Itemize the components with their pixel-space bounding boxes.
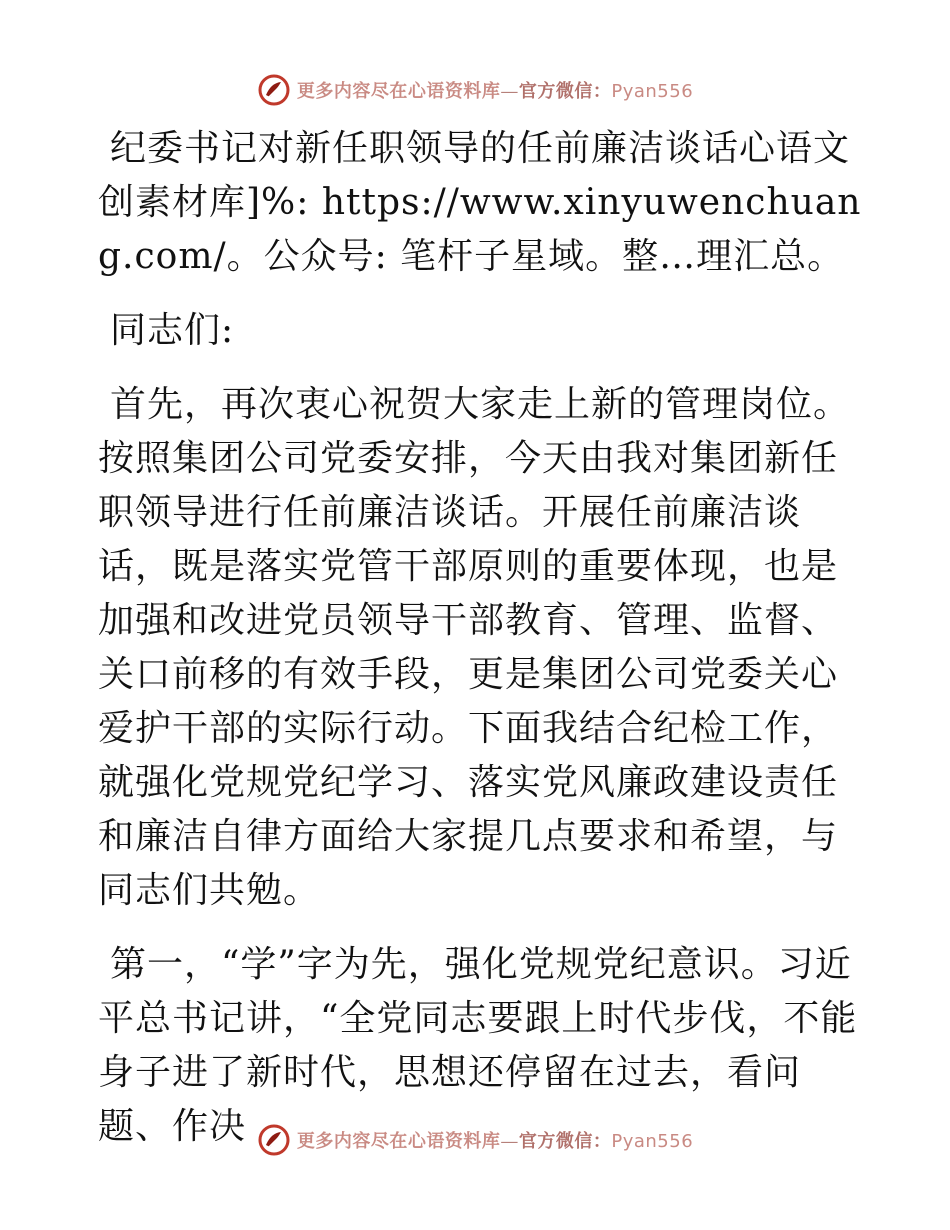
paragraph-intro — [98, 378, 868, 918]
watermark-wechat-code: Pyan556 — [611, 81, 694, 102]
watermark-brand: 更多内容尽在心语资料库 — [296, 81, 501, 102]
watermark-separator: — — [500, 1131, 519, 1152]
watermark-wechat-code: Pyan556 — [611, 1131, 694, 1152]
document-body — [98, 122, 868, 1174]
paragraph-text: 第一，“学”字为先，强化党规党纪意识。习近平总书记讲，“全党同志要跟上时代步伐，不能身子进了新时代，思想还停留在过去，看问题、作决 — [98, 944, 858, 1147]
paragraph-text: 首先，再次衷心祝贺大家走上新的管理岗位。按照集团公司党委安排，今天由我对集团新任职领导进行任前廉洁谈话。开展任前廉洁谈话，既是落实党管干部原则的重要体现，也是加强和改进党员领导干部教育、管理、监督、关口前移的有效手段，更是集团公司党委关心爱护干部的实际行动。下面我结合纪检工作，就强化党规党纪学习、落实党风廉政建设责任和廉洁自律方面给大家提几点要求和希望，与同志们共勉。 — [98, 384, 851, 911]
logo-icon — [257, 1123, 291, 1157]
paragraph-text: 纪委书记对新任职领导的任前廉洁谈话心语文创素材库]%: https://www.xinyuwenchuang.com/。公众号: 笔杆子星域。整…理汇总。 — [98, 128, 862, 277]
watermark-separator: — — [500, 81, 519, 102]
paragraph-salutation — [98, 304, 868, 358]
watermark-text — [297, 1127, 693, 1153]
footer-watermark-banner — [0, 1120, 950, 1160]
paragraph-title — [98, 122, 868, 284]
logo-icon — [257, 73, 291, 107]
watermark-official-label: 官方微信： — [518, 1131, 612, 1152]
watermark-official-label: 官方微信： — [518, 81, 612, 102]
header-watermark-banner — [0, 70, 950, 110]
watermark-brand: 更多内容尽在心语资料库 — [296, 1131, 501, 1152]
paragraph-text: 同志们: — [110, 310, 235, 351]
watermark-text — [297, 77, 693, 103]
